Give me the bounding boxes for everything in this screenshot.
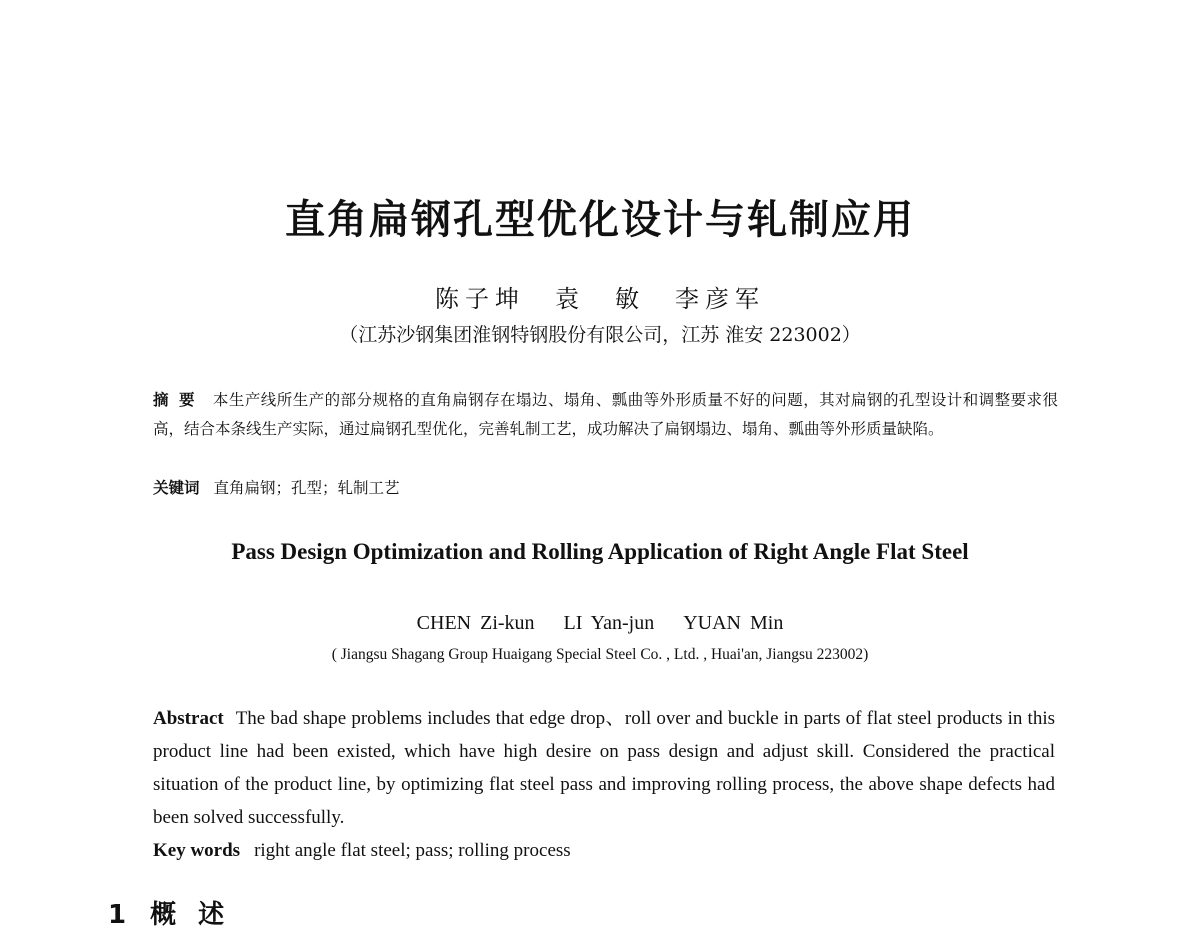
section-heading	[108, 895, 508, 935]
english-authors	[0, 608, 1200, 638]
chinese-authors: 陈子坤 袁 敏 李彦军	[435, 285, 765, 313]
chinese-title: 直角扁钢孔型优化设计与轧制应用	[285, 197, 915, 243]
english-title: Pass Design Optimization and Rolling Application of Right Angle Flat Steel	[231, 539, 969, 564]
english-affiliation: ( Jiangsu Shagang Group Huaigang Special Steel Co. , Ltd. , Huai'an, Jiangsu 223002)	[331, 646, 869, 663]
chinese-affiliation: （江苏沙钢集团淮钢特钢股份有限公司，江苏 淮安 223002）	[339, 324, 861, 346]
chinese-abstract-text: 本生产线所生产的部分规格的直角扁钢存在塌边、塌角、瓢曲等外形质量不好的问题，其对扁钢的孔型设计和调整要求很高，结合本条线生产实际，通过扁钢孔型优化，完善轧制工艺，成功解决了扁钢塌边、塌角、瓢曲等外形质量缺陷。	[153, 391, 1058, 438]
english-keywords-text: right angle flat steel; pass; rolling process	[254, 840, 571, 861]
english-abstract-label: Abstract	[153, 708, 224, 729]
english-author: YUAN Min	[683, 612, 784, 634]
chinese-keywords-label: 关键词	[153, 479, 200, 497]
english-keywords	[153, 834, 1055, 867]
chinese-abstract	[153, 386, 1058, 444]
english-abstract	[153, 702, 1055, 834]
chinese-keywords	[153, 474, 1058, 503]
english-author: CHEN Zi-kun	[416, 612, 535, 634]
chinese-keywords-text: 直角扁钢；孔型；轧制工艺	[213, 479, 400, 497]
chinese-abstract-label: 摘要	[153, 391, 205, 409]
english-author: LI Yan-jun	[563, 612, 655, 634]
section-number: 1	[108, 900, 127, 930]
english-keywords-label: Key words	[153, 840, 241, 861]
section-title: 概述	[150, 900, 247, 930]
english-abstract-text: The bad shape problems includes that edge drop、roll over and buckle in parts of flat steel products in this product line had been existed, which have high desire on pass design and adjust skill. Considered the practical situation of the product line, by optimizing flat steel pass and improving rolling process, the above shape defects had been solved successfully.	[153, 708, 1055, 828]
